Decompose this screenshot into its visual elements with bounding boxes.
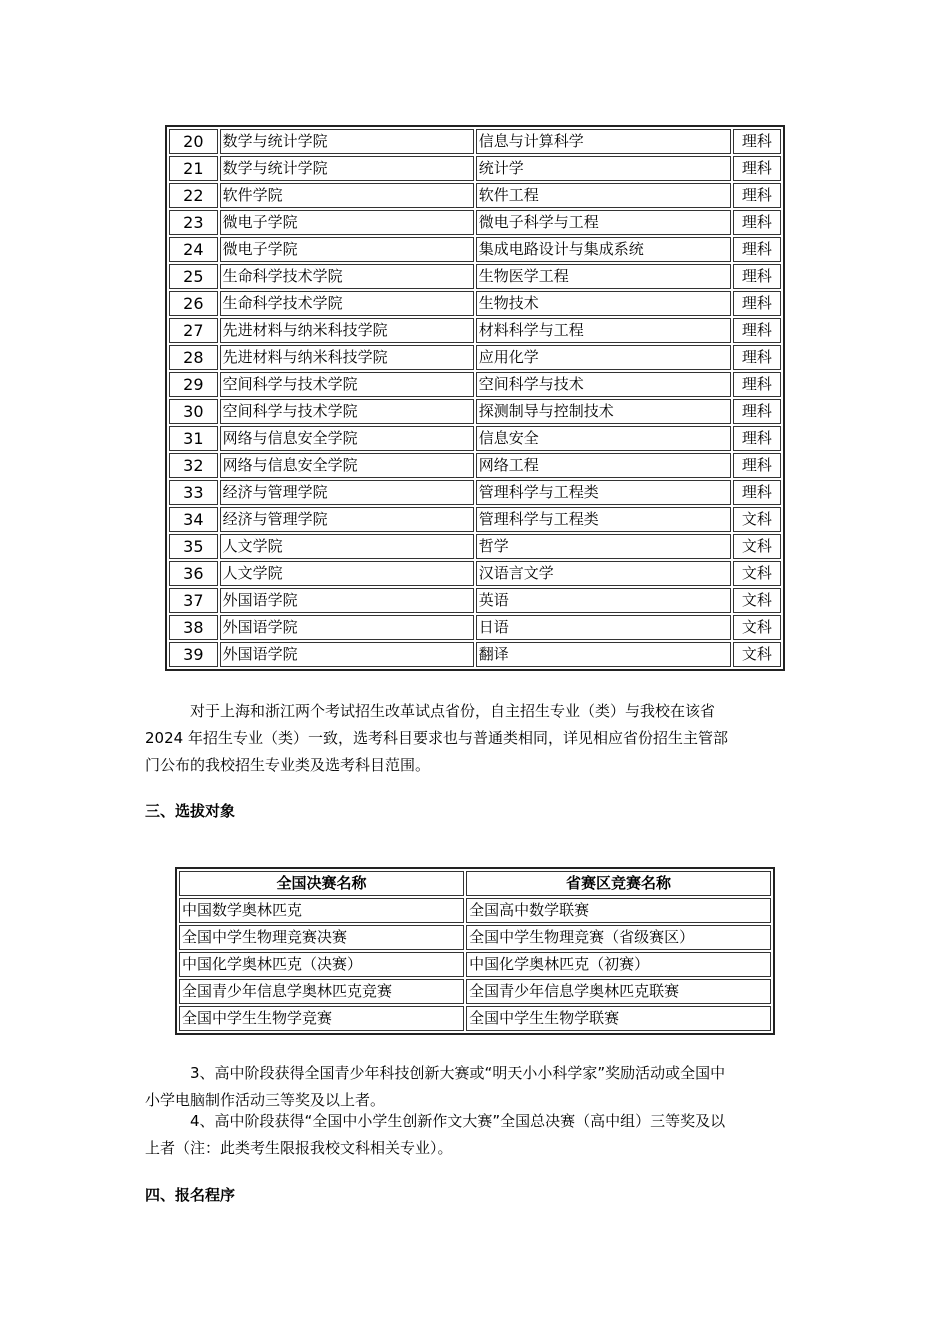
college-cell: 数学与统计学院: [220, 129, 474, 154]
category-cell: 文科: [733, 615, 781, 640]
paragraph-line: 2024 年招生专业（类）一致，选考科目要求也与普通类相同，详见相应省份招生主管部: [145, 729, 728, 747]
provincial-contest-cell: 全国中学生生物学联赛: [466, 1006, 771, 1031]
pilot-provinces-paragraph: [145, 698, 805, 779]
table-row: [169, 615, 781, 640]
row-number: 23: [169, 210, 218, 235]
major-cell: 软件工程: [476, 183, 731, 208]
category-cell: 理科: [733, 345, 781, 370]
row-number: 30: [169, 399, 218, 424]
table-row: [169, 183, 781, 208]
category-cell: 理科: [733, 264, 781, 289]
row-number: 22: [169, 183, 218, 208]
category-cell: 文科: [733, 642, 781, 667]
major-cell: 网络工程: [476, 453, 731, 478]
table-row: [169, 453, 781, 478]
table-row: [169, 264, 781, 289]
major-cell: 微电子科学与工程: [476, 210, 731, 235]
section-heading-selection-targets: 三、选拔对象: [145, 802, 236, 820]
category-cell: 文科: [733, 561, 781, 586]
table-row: [169, 345, 781, 370]
major-cell: 应用化学: [476, 345, 731, 370]
college-cell: 生命科学技术学院: [220, 291, 474, 316]
major-cell: 英语: [476, 588, 731, 613]
row-number: 27: [169, 318, 218, 343]
table-row: [169, 534, 781, 559]
major-cell: 翻译: [476, 642, 731, 667]
category-cell: 理科: [733, 156, 781, 181]
college-cell: 软件学院: [220, 183, 474, 208]
table-row: [169, 129, 781, 154]
major-cell: 生物技术: [476, 291, 731, 316]
category-cell: 理科: [733, 237, 781, 262]
row-number: 33: [169, 480, 218, 505]
major-cell: 管理科学与工程类: [476, 480, 731, 505]
table-row: [169, 372, 781, 397]
row-number: 38: [169, 615, 218, 640]
provincial-contest-cell: 全国青少年信息学奥林匹克联赛: [466, 979, 771, 1004]
college-cell: 网络与信息安全学院: [220, 453, 474, 478]
paragraph-line: 3、高中阶段获得全国青少年科技创新大赛或“明天小小科学家”奖励活动或全国中: [190, 1064, 726, 1082]
national-final-cell: 全国中学生生物学竞赛: [179, 1006, 464, 1031]
college-cell: 外国语学院: [220, 588, 474, 613]
major-cell: 生物医学工程: [476, 264, 731, 289]
table-row: [169, 210, 781, 235]
competition-table-header: [179, 871, 771, 896]
category-cell: 理科: [733, 372, 781, 397]
major-cell: 哲学: [476, 534, 731, 559]
provincial-contest-cell: 全国中学生物理竞赛（省级赛区）: [466, 925, 771, 950]
row-number: 26: [169, 291, 218, 316]
row-number: 34: [169, 507, 218, 532]
category-cell: 文科: [733, 534, 781, 559]
college-cell: 生命科学技术学院: [220, 264, 474, 289]
college-cell: 数学与统计学院: [220, 156, 474, 181]
table-row: [169, 399, 781, 424]
competition-table-body: [179, 898, 771, 1031]
table-row: [169, 291, 781, 316]
table-row: [169, 318, 781, 343]
category-cell: 理科: [733, 129, 781, 154]
table-row: [169, 642, 781, 667]
college-cell: 经济与管理学院: [220, 480, 474, 505]
college-cell: 人文学院: [220, 534, 474, 559]
paragraph-line: 门公布的我校招生专业类及选考科目范围。: [145, 756, 431, 774]
category-cell: 理科: [733, 291, 781, 316]
provincial-contest-cell: 全国高中数学联赛: [466, 898, 771, 923]
table-row: [179, 898, 771, 923]
row-number: 25: [169, 264, 218, 289]
national-final-cell: 全国青少年信息学奥林匹克竞赛: [179, 979, 464, 1004]
national-final-cell: 中国化学奥林匹克（决赛）: [179, 952, 464, 977]
table-row: [179, 1006, 771, 1031]
category-cell: 理科: [733, 480, 781, 505]
category-cell: 文科: [733, 507, 781, 532]
college-cell: 空间科学与技术学院: [220, 372, 474, 397]
major-cell: 信息与计算科学: [476, 129, 731, 154]
row-number: 28: [169, 345, 218, 370]
category-cell: 理科: [733, 210, 781, 235]
college-cell: 外国语学院: [220, 615, 474, 640]
college-cell: 经济与管理学院: [220, 507, 474, 532]
college-cell: 人文学院: [220, 561, 474, 586]
row-number: 35: [169, 534, 218, 559]
major-cell: 空间科学与技术: [476, 372, 731, 397]
section-heading-registration-procedure: 四、报名程序: [145, 1186, 236, 1204]
major-cell: 日语: [476, 615, 731, 640]
row-number: 36: [169, 561, 218, 586]
row-number: 31: [169, 426, 218, 451]
college-cell: 空间科学与技术学院: [220, 399, 474, 424]
college-cell: 网络与信息安全学院: [220, 426, 474, 451]
major-cell: 探测制导与控制技术: [476, 399, 731, 424]
header-provincial-contest: 省赛区竞赛名称: [466, 871, 771, 896]
row-number: 32: [169, 453, 218, 478]
row-number: 24: [169, 237, 218, 262]
row-number: 20: [169, 129, 218, 154]
college-cell: 微电子学院: [220, 210, 474, 235]
category-cell: 理科: [733, 453, 781, 478]
paragraph-line: 对于上海和浙江两个考试招生改革试点省份，自主招生专业（类）与我校在该省: [190, 702, 716, 720]
national-final-cell: 全国中学生物理竞赛决赛: [179, 925, 464, 950]
majors-table-body: [169, 129, 781, 667]
row-number: 39: [169, 642, 218, 667]
competition-table: [175, 867, 775, 1035]
college-cell: 微电子学院: [220, 237, 474, 262]
item-4-paragraph: [145, 1108, 805, 1162]
major-cell: 统计学: [476, 156, 731, 181]
college-cell: 先进材料与纳米科技学院: [220, 318, 474, 343]
table-row: [169, 507, 781, 532]
major-cell: 信息安全: [476, 426, 731, 451]
category-cell: 理科: [733, 318, 781, 343]
category-cell: 理科: [733, 399, 781, 424]
row-number: 37: [169, 588, 218, 613]
table-row: [169, 561, 781, 586]
table-row: [169, 156, 781, 181]
national-final-cell: 中国数学奥林匹克: [179, 898, 464, 923]
major-cell: 材料科学与工程: [476, 318, 731, 343]
major-cell: 集成电路设计与集成系统: [476, 237, 731, 262]
paragraph-line: 上者（注：此类考生限报我校文科相关专业）。: [145, 1139, 453, 1157]
table-row: [179, 952, 771, 977]
college-cell: 先进材料与纳米科技学院: [220, 345, 474, 370]
table-row: [169, 588, 781, 613]
header-national-final: 全国决赛名称: [179, 871, 464, 896]
item-3-paragraph: [145, 1060, 805, 1114]
category-cell: 文科: [733, 588, 781, 613]
paragraph-line: 小学电脑制作活动三等奖及以上者。: [145, 1091, 386, 1109]
category-cell: 理科: [733, 426, 781, 451]
paragraph-line: 4、高中阶段获得“全国中小学生创新作文大赛”全国总决赛（高中组）三等奖及以: [190, 1112, 726, 1130]
row-number: 29: [169, 372, 218, 397]
table-row: [169, 237, 781, 262]
college-cell: 外国语学院: [220, 642, 474, 667]
table-row: [169, 426, 781, 451]
row-number: 21: [169, 156, 218, 181]
category-cell: 理科: [733, 183, 781, 208]
table-row: [179, 925, 771, 950]
major-cell: 管理科学与工程类: [476, 507, 731, 532]
table-row: [169, 480, 781, 505]
major-cell: 汉语言文学: [476, 561, 731, 586]
provincial-contest-cell: 中国化学奥林匹克（初赛）: [466, 952, 771, 977]
majors-table: [165, 125, 785, 671]
table-row: [179, 979, 771, 1004]
